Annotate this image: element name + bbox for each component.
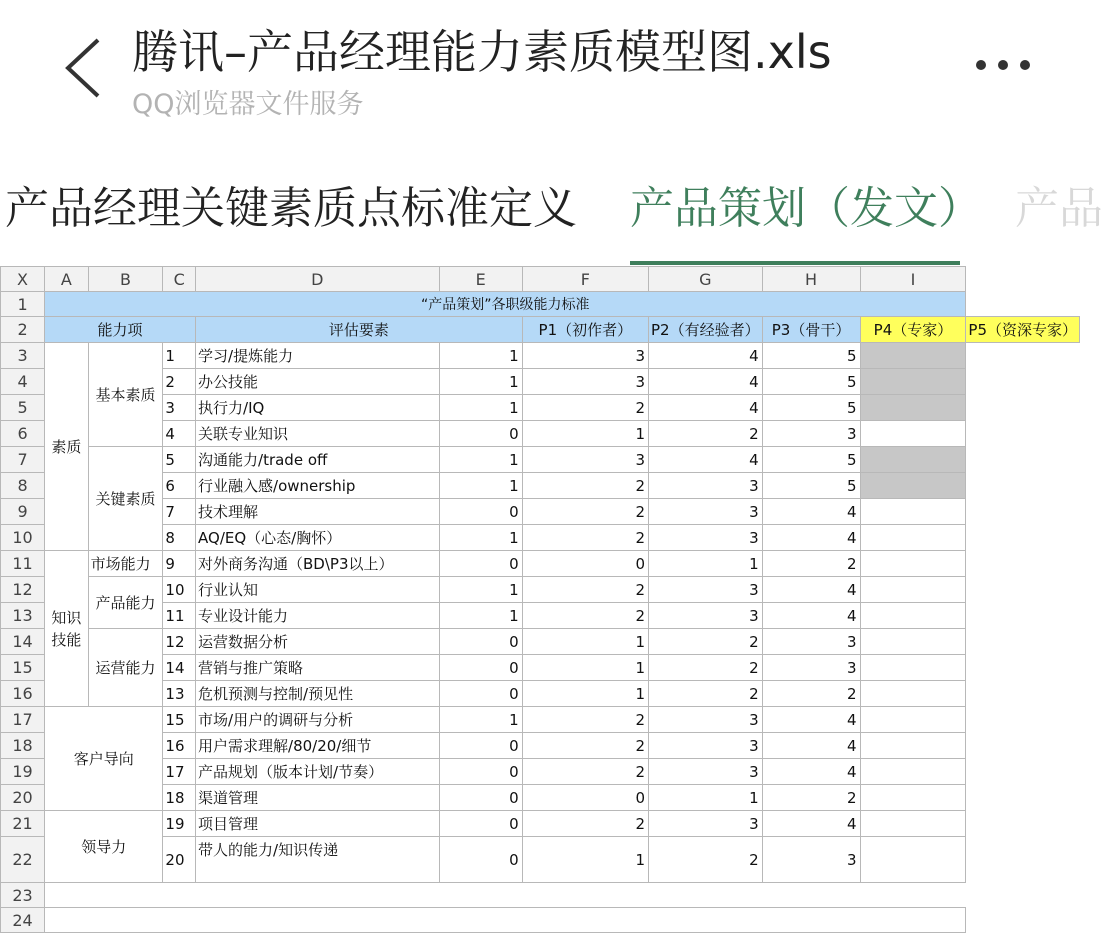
cell-p1[interactable]: 1 <box>439 369 522 395</box>
row-number[interactable]: 4 <box>1 369 45 395</box>
row-number[interactable]: 9 <box>1 499 45 525</box>
cell-p5[interactable] <box>860 629 966 655</box>
cell-p5[interactable] <box>860 603 966 629</box>
cell-p3[interactable]: 3 <box>649 759 763 785</box>
cell-p5[interactable] <box>860 421 966 447</box>
cell-p3[interactable]: 3 <box>649 733 763 759</box>
cell-name[interactable]: 办公技能 <box>196 369 440 395</box>
column-header[interactable]: H <box>762 267 860 292</box>
select-all-corner[interactable]: X <box>1 267 45 292</box>
cell-id[interactable]: 5 <box>163 447 196 473</box>
column-header[interactable]: F <box>522 267 648 292</box>
cell-p3[interactable]: 4 <box>649 447 763 473</box>
spreadsheet-table <box>0 266 1080 933</box>
sheet-tabs <box>0 132 1103 266</box>
cell-p3[interactable]: 4 <box>649 369 763 395</box>
table-row <box>1 733 1080 759</box>
spreadsheet-grid[interactable] <box>0 266 1080 930</box>
cell-p5[interactable] <box>860 707 966 733</box>
cell-p1[interactable]: 1 <box>439 525 522 551</box>
cell-p3[interactable]: 2 <box>649 655 763 681</box>
cell-id[interactable]: 7 <box>163 499 196 525</box>
group-zhishi[interactable]: 知识技能 <box>45 551 89 707</box>
cell-p4[interactable]: 3 <box>762 629 860 655</box>
column-header[interactable]: E <box>439 267 522 292</box>
table-row <box>1 292 1080 317</box>
cell-id[interactable]: 6 <box>163 473 196 499</box>
header-p5[interactable]: P5（资深专家） <box>966 317 1080 343</box>
column-header-row <box>1 267 1080 292</box>
cell-p3[interactable]: 2 <box>649 837 763 883</box>
cell-p5[interactable] <box>860 655 966 681</box>
cell-p5[interactable] <box>860 395 966 421</box>
table-row <box>1 421 1080 447</box>
cell-p4[interactable]: 3 <box>762 421 860 447</box>
table-row <box>1 369 1080 395</box>
cell-name[interactable]: 用户需求理解/80/20/细节 <box>196 733 440 759</box>
cell-p2[interactable]: 2 <box>522 811 648 837</box>
cell-p4[interactable]: 2 <box>762 681 860 707</box>
more-options-icon[interactable] <box>972 58 1034 74</box>
cell-p4[interactable]: 5 <box>762 447 860 473</box>
cell-p1[interactable]: 0 <box>439 785 522 811</box>
header-p2[interactable]: P2（有经验者） <box>649 317 763 343</box>
cell-name[interactable]: 专业设计能力 <box>196 603 440 629</box>
header-p1[interactable]: P1（初作者） <box>522 317 648 343</box>
banner-title[interactable]: “产品策划”各职级能力标准 <box>45 292 966 317</box>
cell-id[interactable]: 12 <box>163 629 196 655</box>
cell-p5[interactable] <box>860 473 966 499</box>
cell-p1[interactable]: 1 <box>439 603 522 629</box>
row-number[interactable]: 22 <box>1 837 45 883</box>
cell-p2[interactable]: 2 <box>522 603 648 629</box>
row-number[interactable]: 21 <box>1 811 45 837</box>
table-row <box>1 525 1080 551</box>
cell-name[interactable]: 渠道管理 <box>196 785 440 811</box>
row-number[interactable]: 3 <box>1 343 45 369</box>
column-header[interactable]: B <box>88 267 163 292</box>
cell-id[interactable]: 20 <box>163 837 196 883</box>
cell-p4[interactable]: 2 <box>762 551 860 577</box>
cell-p3[interactable]: 2 <box>649 681 763 707</box>
cell-p2[interactable]: 2 <box>522 473 648 499</box>
row-number[interactable]: 11 <box>1 551 45 577</box>
cell-name[interactable]: 行业融入感/ownership <box>196 473 440 499</box>
row-number[interactable]: 19 <box>1 759 45 785</box>
cell-p4[interactable]: 4 <box>762 759 860 785</box>
table-row <box>1 577 1080 603</box>
cell-p4[interactable]: 3 <box>762 655 860 681</box>
sheet-tab-next[interactable]: 产品 <box>1015 183 1103 234</box>
cell-p5[interactable] <box>860 759 966 785</box>
cell-p4[interactable]: 5 <box>762 395 860 421</box>
cell-p3[interactable]: 3 <box>649 499 763 525</box>
table-row <box>1 681 1080 707</box>
column-header[interactable]: I <box>860 267 966 292</box>
column-header[interactable]: C <box>163 267 196 292</box>
cell-name[interactable]: 沟通能力/trade off <box>196 447 440 473</box>
row-number[interactable]: 16 <box>1 681 45 707</box>
cell-name[interactable]: 产品规划（版本计划/节奏） <box>196 759 440 785</box>
table-row <box>1 883 1080 908</box>
group-chanpin[interactable]: 产品能力 <box>88 577 163 629</box>
cell-p4[interactable]: 4 <box>762 811 860 837</box>
row-number[interactable]: 2 <box>1 317 45 343</box>
cell-p4[interactable]: 4 <box>762 577 860 603</box>
cell-id[interactable]: 11 <box>163 603 196 629</box>
cell-p2[interactable]: 3 <box>522 369 648 395</box>
cell-p4[interactable]: 4 <box>762 707 860 733</box>
table-row <box>1 837 1080 883</box>
cell-name[interactable]: 对外商务沟通（BD\P3以上） <box>196 551 440 577</box>
cell-name[interactable]: 带人的能力/知识传递 <box>196 837 440 883</box>
cell-p2[interactable]: 3 <box>522 447 648 473</box>
cell-p4[interactable]: 3 <box>762 837 860 883</box>
row-number[interactable]: 1 <box>1 292 45 317</box>
cell-name[interactable]: 运营数据分析 <box>196 629 440 655</box>
cell-p3[interactable]: 3 <box>649 603 763 629</box>
cell-id[interactable]: 3 <box>163 395 196 421</box>
cell-p2[interactable]: 1 <box>522 421 648 447</box>
cell-p1[interactable]: 0 <box>439 681 522 707</box>
cell-p1[interactable]: 1 <box>439 473 522 499</box>
cell-p2[interactable]: 0 <box>522 785 648 811</box>
top-bar <box>0 0 1080 133</box>
cell-p4[interactable]: 4 <box>762 603 860 629</box>
group-kehu[interactable]: 客户导向 <box>45 707 163 811</box>
cell-p5[interactable] <box>860 837 966 883</box>
cell-p3[interactable]: 4 <box>649 395 763 421</box>
group-lingdao[interactable]: 领导力 <box>45 811 163 883</box>
cell-name[interactable]: 关联专业知识 <box>196 421 440 447</box>
cell-p2[interactable]: 3 <box>522 343 648 369</box>
cell-name[interactable]: 危机预测与控制/预见性 <box>196 681 440 707</box>
cell-p2[interactable]: 2 <box>522 759 648 785</box>
cell-name[interactable]: 学习/提炼能力 <box>196 343 440 369</box>
cell-id[interactable]: 8 <box>163 525 196 551</box>
cell-p4[interactable]: 5 <box>762 473 860 499</box>
row-number[interactable]: 6 <box>1 421 45 447</box>
cell-p3[interactable]: 3 <box>649 811 763 837</box>
table-row <box>1 395 1080 421</box>
cell-p4[interactable]: 4 <box>762 499 860 525</box>
cell-p5[interactable] <box>860 577 966 603</box>
cell-p2[interactable]: 1 <box>522 681 648 707</box>
cell-name[interactable]: AQ/EQ（心态/胸怀） <box>196 525 440 551</box>
back-arrow-icon[interactable] <box>58 36 118 100</box>
cell-p5[interactable] <box>860 447 966 473</box>
empty-row[interactable] <box>45 908 966 933</box>
cell-id[interactable]: 15 <box>163 707 196 733</box>
table-row <box>1 707 1080 733</box>
cell-name[interactable]: 市场/用户的调研与分析 <box>196 707 440 733</box>
table-row <box>1 317 1080 343</box>
cell-p5[interactable] <box>860 343 966 369</box>
cell-p3[interactable]: 1 <box>649 785 763 811</box>
cell-p1[interactable]: 0 <box>439 551 522 577</box>
table-row <box>1 785 1080 811</box>
group-suzhi[interactable]: 素质 <box>45 343 89 551</box>
cell-p1[interactable]: 1 <box>439 395 522 421</box>
row-number[interactable]: 13 <box>1 603 45 629</box>
row-number[interactable]: 23 <box>1 883 45 908</box>
cell-p1[interactable]: 1 <box>439 707 522 733</box>
cell-p1[interactable]: 0 <box>439 655 522 681</box>
cell-p2[interactable]: 1 <box>522 837 648 883</box>
cell-p2[interactable]: 2 <box>522 707 648 733</box>
sheet-tab-standard-definition[interactable]: 产品经理关键素质点标准定义 <box>5 183 577 234</box>
cell-p3[interactable]: 3 <box>649 707 763 733</box>
cell-name[interactable]: 营销与推广策略 <box>196 655 440 681</box>
cell-p2[interactable]: 2 <box>522 525 648 551</box>
cell-p2[interactable]: 2 <box>522 395 648 421</box>
cell-id[interactable]: 17 <box>163 759 196 785</box>
cell-p4[interactable]: 5 <box>762 343 860 369</box>
cell-p1[interactable]: 0 <box>439 759 522 785</box>
cell-name[interactable]: 执行力/IQ <box>196 395 440 421</box>
header-p3[interactable]: P3（骨干） <box>762 317 860 343</box>
row-number[interactable]: 20 <box>1 785 45 811</box>
table-row <box>1 655 1080 681</box>
cell-p4[interactable]: 4 <box>762 733 860 759</box>
cell-p3[interactable]: 3 <box>649 577 763 603</box>
cell-id[interactable]: 10 <box>163 577 196 603</box>
cell-p1[interactable]: 0 <box>439 837 522 883</box>
table-row <box>1 603 1080 629</box>
table-row <box>1 908 1080 933</box>
cell-id[interactable]: 16 <box>163 733 196 759</box>
cell-p4[interactable]: 2 <box>762 785 860 811</box>
row-number[interactable]: 14 <box>1 629 45 655</box>
table-row <box>1 447 1080 473</box>
cell-p3[interactable]: 2 <box>649 421 763 447</box>
cell-id[interactable]: 9 <box>163 551 196 577</box>
cell-name[interactable]: 行业认知 <box>196 577 440 603</box>
empty-row[interactable] <box>45 883 966 908</box>
row-number[interactable]: 5 <box>1 395 45 421</box>
cell-p3[interactable]: 3 <box>649 473 763 499</box>
table-row <box>1 343 1080 369</box>
cell-p5[interactable] <box>860 525 966 551</box>
cell-name[interactable]: 项目管理 <box>196 811 440 837</box>
cell-name[interactable]: 技术理解 <box>196 499 440 525</box>
cell-p2[interactable]: 1 <box>522 629 648 655</box>
row-number[interactable]: 10 <box>1 525 45 551</box>
table-row <box>1 499 1080 525</box>
cell-p5[interactable] <box>860 681 966 707</box>
cell-p5[interactable] <box>860 369 966 395</box>
row-number[interactable]: 18 <box>1 733 45 759</box>
group-shichang[interactable]: 市场能力 <box>88 551 163 577</box>
file-source: QQ浏览器文件服务 <box>132 89 364 120</box>
group-jiben[interactable]: 基本素质 <box>88 343 163 447</box>
cell-p2[interactable]: 1 <box>522 655 648 681</box>
row-number[interactable]: 17 <box>1 707 45 733</box>
header-eval[interactable]: 评估要素 <box>196 317 523 343</box>
cell-p5[interactable] <box>860 551 966 577</box>
cell-p1[interactable]: 0 <box>439 499 522 525</box>
active-tab-indicator <box>630 261 960 265</box>
row-number[interactable]: 12 <box>1 577 45 603</box>
cell-p1[interactable]: 0 <box>439 421 522 447</box>
cell-p3[interactable]: 3 <box>649 525 763 551</box>
cell-p5[interactable] <box>860 811 966 837</box>
table-row <box>1 629 1080 655</box>
cell-p2[interactable]: 2 <box>522 577 648 603</box>
cell-p5[interactable] <box>860 733 966 759</box>
cell-id[interactable]: 2 <box>163 369 196 395</box>
cell-id[interactable]: 4 <box>163 421 196 447</box>
group-guanjian[interactable]: 关键素质 <box>88 447 163 551</box>
column-header[interactable]: A <box>45 267 89 292</box>
row-number[interactable]: 8 <box>1 473 45 499</box>
row-number[interactable]: 7 <box>1 447 45 473</box>
cell-p1[interactable]: 1 <box>439 343 522 369</box>
cell-p2[interactable]: 2 <box>522 733 648 759</box>
cell-p1[interactable]: 0 <box>439 733 522 759</box>
cell-id[interactable]: 13 <box>163 681 196 707</box>
cell-p2[interactable]: 0 <box>522 551 648 577</box>
cell-p2[interactable]: 2 <box>522 499 648 525</box>
cell-p4[interactable]: 5 <box>762 369 860 395</box>
group-yunying[interactable]: 运营能力 <box>88 629 163 707</box>
file-title: 腾讯–产品经理能力素质模型图.xls <box>132 25 832 79</box>
column-header[interactable]: D <box>196 267 440 292</box>
cell-p5[interactable] <box>860 499 966 525</box>
cell-p1[interactable]: 0 <box>439 811 522 837</box>
sheet-tab-product-planning[interactable]: 产品策划（发文） <box>630 183 982 234</box>
cell-p1[interactable]: 0 <box>439 629 522 655</box>
column-header[interactable]: G <box>649 267 763 292</box>
table-row <box>1 811 1080 837</box>
row-number[interactable]: 15 <box>1 655 45 681</box>
row-number[interactable]: 24 <box>1 908 45 933</box>
table-row <box>1 759 1080 785</box>
cell-id[interactable]: 14 <box>163 655 196 681</box>
cell-p3[interactable]: 1 <box>649 551 763 577</box>
header-p4[interactable]: P4（专家） <box>860 317 966 343</box>
cell-p4[interactable]: 4 <box>762 525 860 551</box>
cell-p1[interactable]: 1 <box>439 577 522 603</box>
table-row <box>1 473 1080 499</box>
cell-id[interactable]: 19 <box>163 811 196 837</box>
table-row <box>1 551 1080 577</box>
cell-id[interactable]: 18 <box>163 785 196 811</box>
cell-p1[interactable]: 1 <box>439 447 522 473</box>
cell-p5[interactable] <box>860 785 966 811</box>
cell-p3[interactable]: 4 <box>649 343 763 369</box>
header-ability[interactable]: 能力项 <box>45 317 196 343</box>
cell-p3[interactable]: 2 <box>649 629 763 655</box>
cell-id[interactable]: 1 <box>163 343 196 369</box>
